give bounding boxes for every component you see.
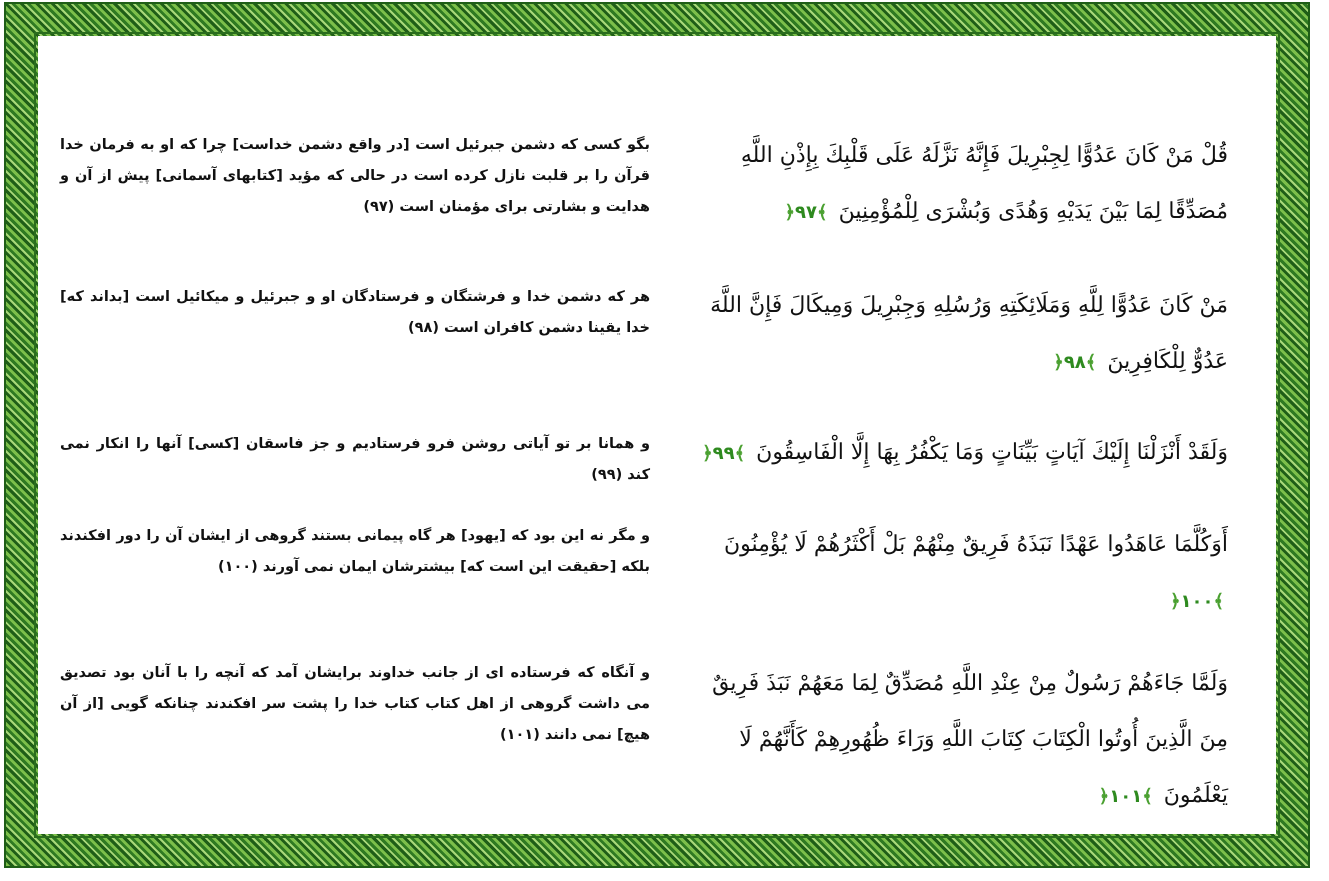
bracket-open: ﴿	[1098, 786, 1110, 807]
arabic-text: أَوَكُلَّمَا عَاهَدُوا عَهْدًا نَبَذَهُ فَرِيقٌ مِنْهُمْ بَلْ أَكْثَرُهُمْ لَا يُؤْمِنُونَ	[723, 532, 1228, 557]
persian-translation-100: و مگر نه این بود که [یهود] هر گاه پیمانی بستند گروهی از ایشان آن را دور افکندند بلکه [حقیقت این است که] بیشترشان ایمان نمی آورند (۱۰۰)	[60, 528, 650, 575]
persian-translation-101: و آنگاه که فرستاده ای از جانب خداوند برایشان آمد که آنچه را با آنان بود تصدیق می داشت گروهی از اهل کتاب کتاب خدا را پشت سر افکندند چنانکه گویی [از آن هیچ] نمی دانند (۱۰۱)	[60, 665, 650, 743]
arabic-text: مَنْ كَانَ عَدُوًّا لِلَّهِ وَمَلَائِكَتِهِ وَرُسُلِهِ وَجِبْرِيلَ وَمِيكَالَ فَإِنَّ اللَّهَ عَدُوٌّ لِلْكَافِرِينَ	[710, 293, 1228, 374]
arabic-verse-100	[680, 517, 1228, 630]
bracket-close: ﴾	[817, 202, 828, 223]
verse-number-badge	[1095, 769, 1157, 825]
arabic-verse-97	[680, 128, 1228, 241]
verse-number: ۱۰۰	[1180, 591, 1214, 612]
bracket-close: ﴾	[734, 443, 746, 464]
arabic-verse-101	[680, 656, 1228, 825]
arabic-verse-98	[680, 278, 1228, 391]
bracket-close: ﴾	[1085, 352, 1097, 373]
bracket-close: ﴾	[1142, 786, 1153, 807]
persian-translation-99: و همانا بر تو آیاتی روشن فرو فرستادیم و جز فاسقان [کسی] آنها را انکار نمی کند (۹۹)	[60, 436, 650, 483]
bracket-open: ﴿	[784, 202, 796, 223]
verse-number: ۱۰۱	[1109, 786, 1143, 807]
verse-number-badge	[1049, 335, 1100, 391]
arabic-verse-99	[680, 425, 1228, 482]
bracket-open: ﴿	[702, 443, 713, 464]
bracket-open: ﴿	[1169, 591, 1181, 612]
bracket-open: ﴿	[1053, 352, 1064, 373]
verse-number: ۹۹	[712, 443, 735, 464]
verse-number-badge	[1166, 574, 1228, 630]
arabic-text: قُلْ مَنْ كَانَ عَدُوًّا لِجِبْرِيلَ فَإِنَّهُ نَزَّلَهُ عَلَى قَلْبِكَ بِإِذْنِ اللَّهِ مُصَدِّقًا لِمَا بَيْنَ يَدَيْهِ وَهُدًى وَبُشْرَى لِلْمُؤْمِنِينَ	[740, 143, 1228, 224]
verse-number-badge	[781, 185, 832, 241]
arabic-text: وَلَمَّا جَاءَهُمْ رَسُولٌ مِنْ عِنْدِ اللَّهِ مُصَدِّقٌ لِمَا مَعَهُمْ نَبَذَ فَرِيقٌ مِنَ الَّذِينَ أُوتُوا الْكِتَابَ كِتَابَ اللَّهِ وَرَاءَ ظُهُورِهِمْ كَأَنَّهُمْ لَا يَعْلَمُونَ	[712, 671, 1228, 808]
bracket-close: ﴾	[1213, 591, 1224, 612]
verse-number: ۹۸	[1063, 352, 1086, 373]
persian-translation-97: بگو کسی که دشمن جبرئیل است [در واقع دشمن خداست] چرا که او به فرمان خدا قرآن را بر قلبت نازل کرده است در حالی که مؤید [کتابهای آسمانی] پیش از آن و هدایت و بشارتی برای مؤمنان است (۹۷)	[60, 137, 650, 215]
verse-number: ۹۷	[795, 202, 818, 223]
arabic-text: وَلَقَدْ أَنْزَلْنَا إِلَيْكَ آيَاتٍ بَيِّنَاتٍ وَمَا يَكْفُرُ بِهَا إِلَّا الْفَاسِقُونَ	[756, 440, 1228, 465]
persian-translation-98: هر که دشمن خدا و فرشتگان و فرستادگان او و جبرئیل و میکائیل است [بداند که] خدا یقینا دشمن کافران است (۹۸)	[60, 289, 650, 336]
verse-number-badge	[698, 426, 749, 482]
